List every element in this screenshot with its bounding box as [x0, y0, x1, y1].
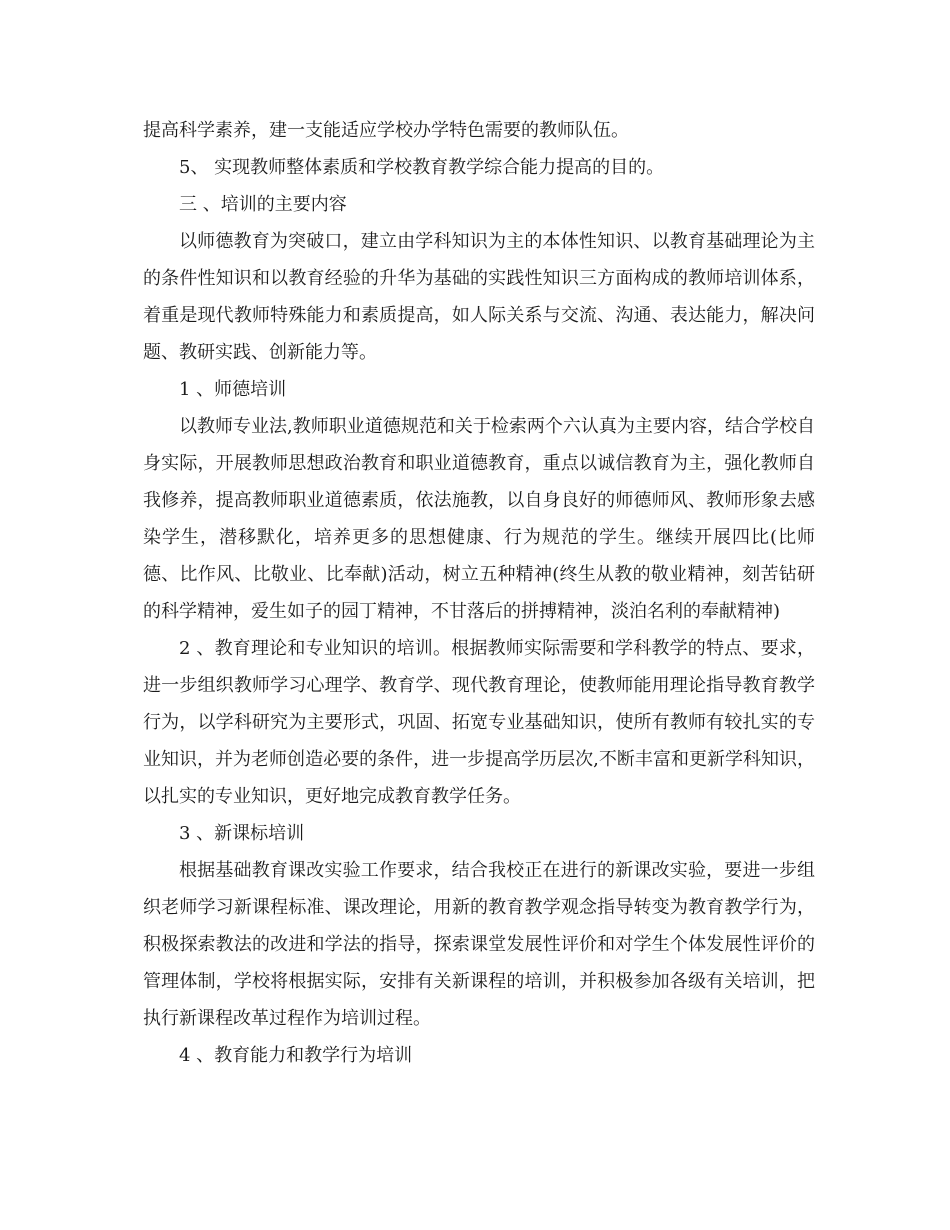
subheading-teaching-ability-training: 4 、教育能力和教学行为培训: [179, 1045, 413, 1066]
section-heading-3: 三 、培训的主要内容: [179, 194, 347, 215]
paragraph-training-system: 以师德教育为突破口，建立由学科知识为主的本体性知识、以教育基础理论为主的条件性知识和以教育经验的升华为基础的实践性知识三方面构成的教师培训体系，着重是现代教师特殊能力和素质提高，如人际关系与交流、沟通、表达能力，解决问题、教研实践、创新能力等。: [143, 231, 815, 363]
paragraph-item-5: 5、 实现教师整体素质和学校教育教学综合能力提高的目的。: [179, 157, 665, 178]
paragraph-continuation: 提高科学素养，建一支能适应学校办学特色需要的教师队伍。: [143, 120, 629, 141]
paragraph-ethics-training: 以教师专业法,教师职业道德规范和关于检索两个六认真为主要内容，结合学校自身实际，开展教师思想政治教育和职业道德教育，重点以诚信教育为主，强化教师自我修养，提高教师职业道德素质，依法施教，以自身良好的师德师风、教师形象去感染学生，潜移默化，培养更多的思想健康、行为规范的学生。继续开展四比(比师德、比作风、比敬业、比奉献)活动，树立五种精神(终生从教的敬业精神，刻苦钻研的科学精神，爱生如子的园丁精神，不甘落后的拼搏精神，淡泊名利的奉献精神): [143, 416, 815, 622]
document-body: [143, 112, 815, 1074]
subheading-ethics-training: 1 、师德培训: [179, 379, 287, 400]
subheading-curriculum-training: 3 、新课标培训: [179, 823, 305, 844]
paragraph-curriculum-training: 根据基础教育课改实验工作要求，结合我校正在进行的新课改实验，要进一步组织老师学习新课程标准、课改理论，用新的教育教学观念指导转变为教育教学行为，积极探索教法的改进和学法的指导，探索课堂发展性评价和对学生个体发展性评价的管理体制，学校将根据实际，安排有关新课程的培训，并积极参加各级有关培训，把执行新课程改革过程作为培训过程。: [143, 860, 815, 1029]
paragraph-theory-training: 2 、教育理论和专业知识的培训。根据教师实际需要和学科教学的特点、要求，进一步组织教师学习心理学、教育学、现代教育理论，使教师能用理论指导教育教学行为，以学科研究为主要形式，巩固、拓宽专业基础知识，使所有教师有较扎实的专业知识，并为老师创造必要的条件，进一步提高学历层次,不断丰富和更新学科知识，以扎实的专业知识，更好地完成教育教学任务。: [143, 638, 815, 807]
